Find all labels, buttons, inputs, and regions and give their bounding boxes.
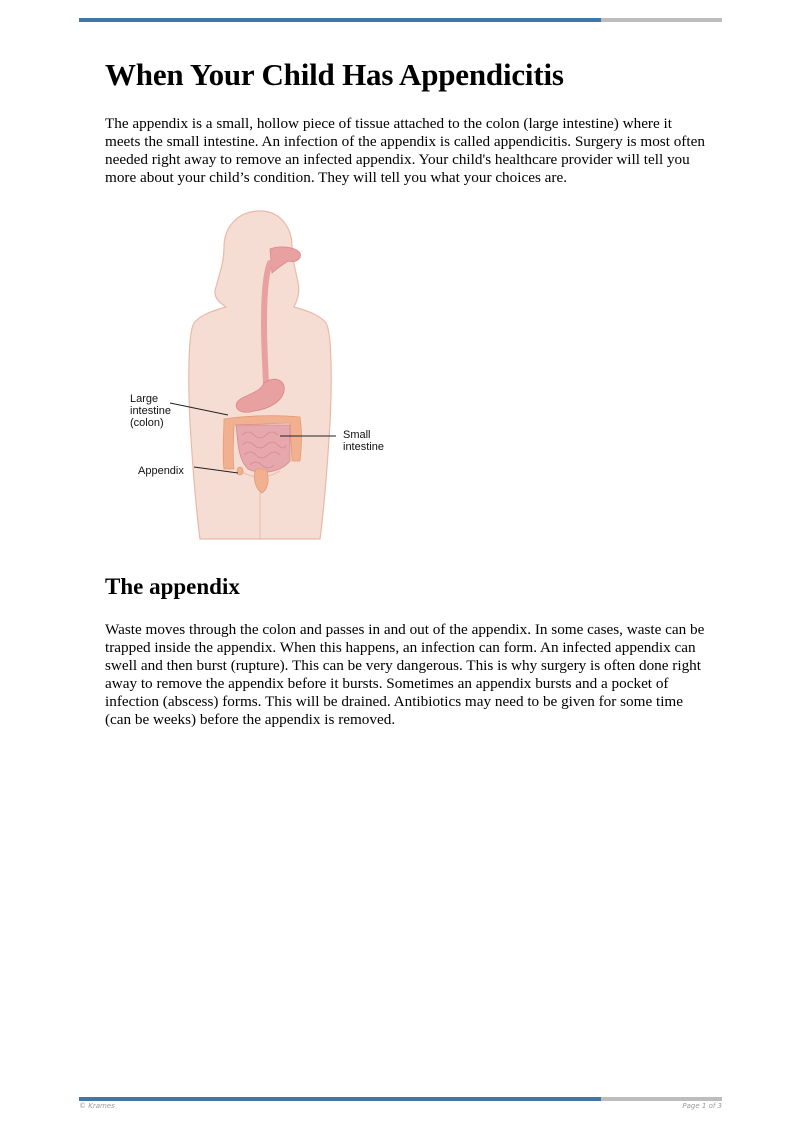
page-footer (79, 1102, 722, 1110)
footer-rule-blue (79, 1097, 601, 1101)
label-appendix: Appendix (138, 465, 184, 478)
footer-rule-gray (601, 1097, 722, 1101)
header-rule-gray (601, 18, 722, 22)
page-number: Page 1 of 3 (682, 1102, 722, 1110)
label-large-intestine: Large intestine (colon) (130, 393, 171, 430)
section-the-appendix (105, 573, 705, 730)
document-body (105, 56, 705, 543)
label-small-intestine: Small intestine (343, 429, 384, 454)
header-rule-blue (79, 18, 601, 22)
copyright-text: © Krames (79, 1102, 115, 1110)
anatomy-illustration (120, 203, 400, 543)
child-body-illustration (120, 203, 400, 543)
header-rule (79, 18, 722, 22)
intro-paragraph: The appendix is a small, hollow piece of tissue attached to the colon (large intestine) where it meets the small intestine. An infection of the appendix is called appendicitis. Surgery is most often needed right away to remove an infected appendix. Your child's healthcare provider will tell you more about your child’s condition. They will tell you what your choices are. (105, 115, 705, 187)
footer-rule (79, 1097, 722, 1101)
page-title: When Your Child Has Appendicitis (105, 57, 564, 92)
section-heading: The appendix (105, 574, 240, 599)
section-paragraph: Waste moves through the colon and passes in and out of the appendix. In some cases, waste can be trapped inside the appendix. When this happens, an infection can form. An infected appendix can swell and then burst (rupture). This can be very dangerous. This is why surgery is often done right away to remove the appendix before it bursts. Sometimes an appendix bursts and a pocket of infection (abscess) forms. This will be drained. Antibiotics may need to be given for some time (can be weeks) before the appendix is removed. (105, 621, 705, 729)
